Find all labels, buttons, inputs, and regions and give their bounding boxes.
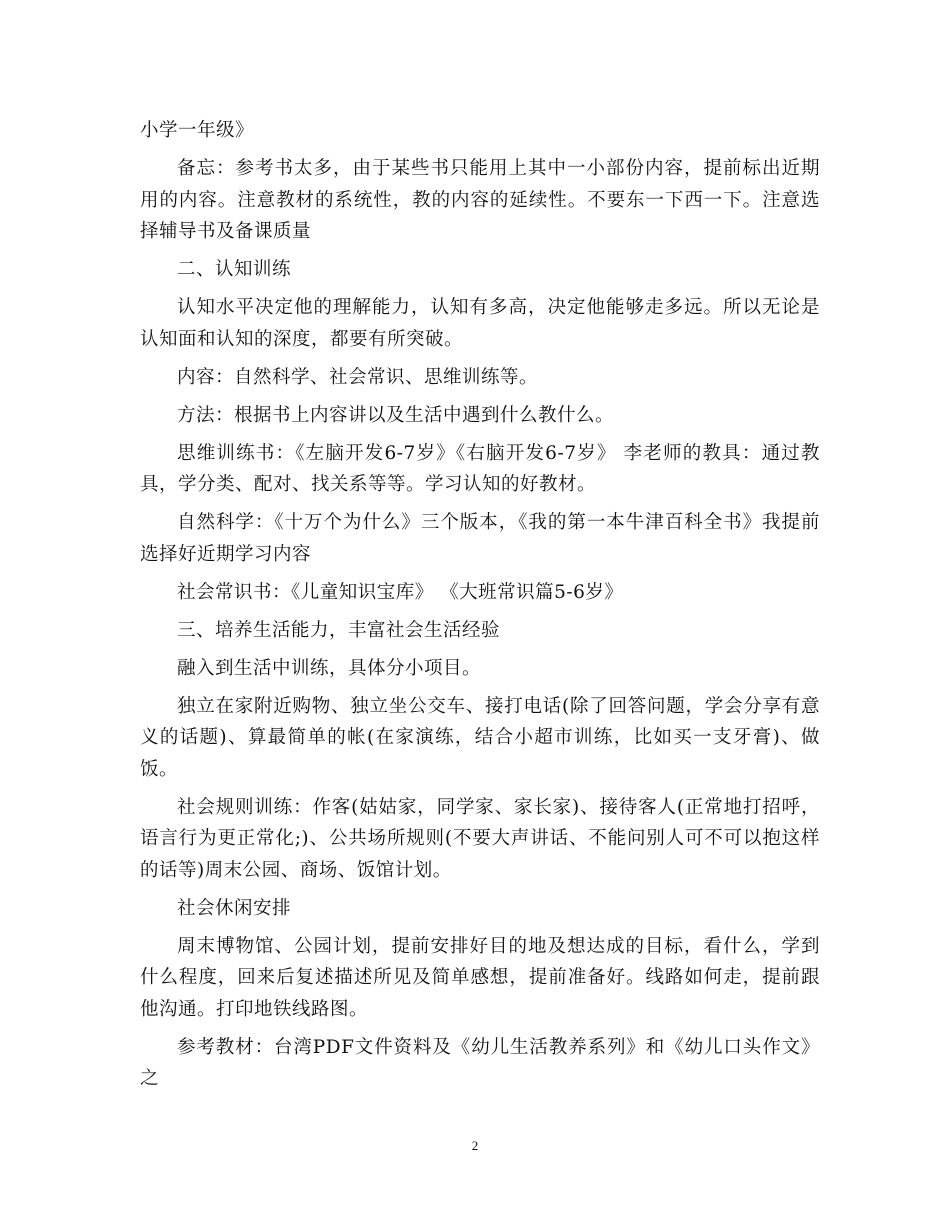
paragraph-social-knowledge-books: 社会常识书：《儿童知识宝库》 《大班常识篇5-6岁》 bbox=[177, 581, 624, 603]
section-heading-life-skills: 三、培养生活能力，丰富社会生活经验 bbox=[177, 619, 501, 641]
paragraph-content: 内容：自然科学、社会常识、思维训练等。 bbox=[177, 366, 539, 388]
paragraph-social-rules: 社会规则训练：作客(姑姑家，同学家、家长家)、接待客人(正常地打招呼，语言行为更正常化;)、公共场所规则(不要大声讲话、不能问别人可不可以抱这样的话等)周末公园、商场、饭馆计划。 bbox=[140, 796, 820, 881]
paragraph-independent-tasks: 独立在家附近购物、独立坐公交车、接打电话(除了回答问题，学会分享有意义的话题)、算最简单的帐(在家演练，结合小超市训练，比如买一支牙膏)、做饭。 bbox=[140, 695, 820, 780]
paragraph-leisure-heading: 社会休闲安排 bbox=[177, 897, 292, 919]
paragraph-reference-materials: 参考教材：台湾PDF文件资料及《幼儿生活教养系列》和《幼儿口头作文》之 bbox=[140, 1036, 820, 1089]
paragraph-memo: 备忘：参考书太多，由于某些书只能用上其中一小部份内容，提前标出近期用的内容。注意教材的系统性，教的内容的延续性。不要东一下西一下。注意选择辅导书及备课质量 bbox=[140, 158, 820, 242]
page-number: 2 bbox=[471, 1138, 479, 1153]
body-text bbox=[140, 115, 820, 1101]
paragraph-continuation: 小学一年级》 bbox=[140, 120, 255, 141]
paragraph-cognitive-level: 认知水平决定他的理解能力，认知有多高，决定他能够走多远。所以无论是认知面和认知的深度，都要有所突破。 bbox=[140, 297, 820, 350]
paragraph-method: 方法：根据书上内容讲以及生活中遇到什么教什么。 bbox=[177, 404, 615, 426]
paragraph-natural-science: 自然科学：《十万个为什么》三个版本，《我的第一本牛津百科全书》我提前选择好近期学习内容 bbox=[140, 512, 820, 565]
paragraph-weekend-plan: 周末博物馆、公园计划，提前安排好目的地及想达成的目标，看什么，学到什么程度，回来后复述描述所见及简单感想，提前准备好。线路如何走，提前跟他沟通。打印地铁线路图。 bbox=[140, 935, 820, 1020]
paragraph-thinking-books: 思维训练书：《左脑开发6-7岁》《右脑开发6-7岁》 李老师的教具：通过教具，学分类、配对、找关系等等。学习认知的好教材。 bbox=[140, 442, 820, 495]
section-heading-cognitive-training: 二、认知训练 bbox=[177, 259, 292, 280]
paragraph-integrate-life: 融入到生活中训练，具体分小项目。 bbox=[177, 657, 482, 679]
